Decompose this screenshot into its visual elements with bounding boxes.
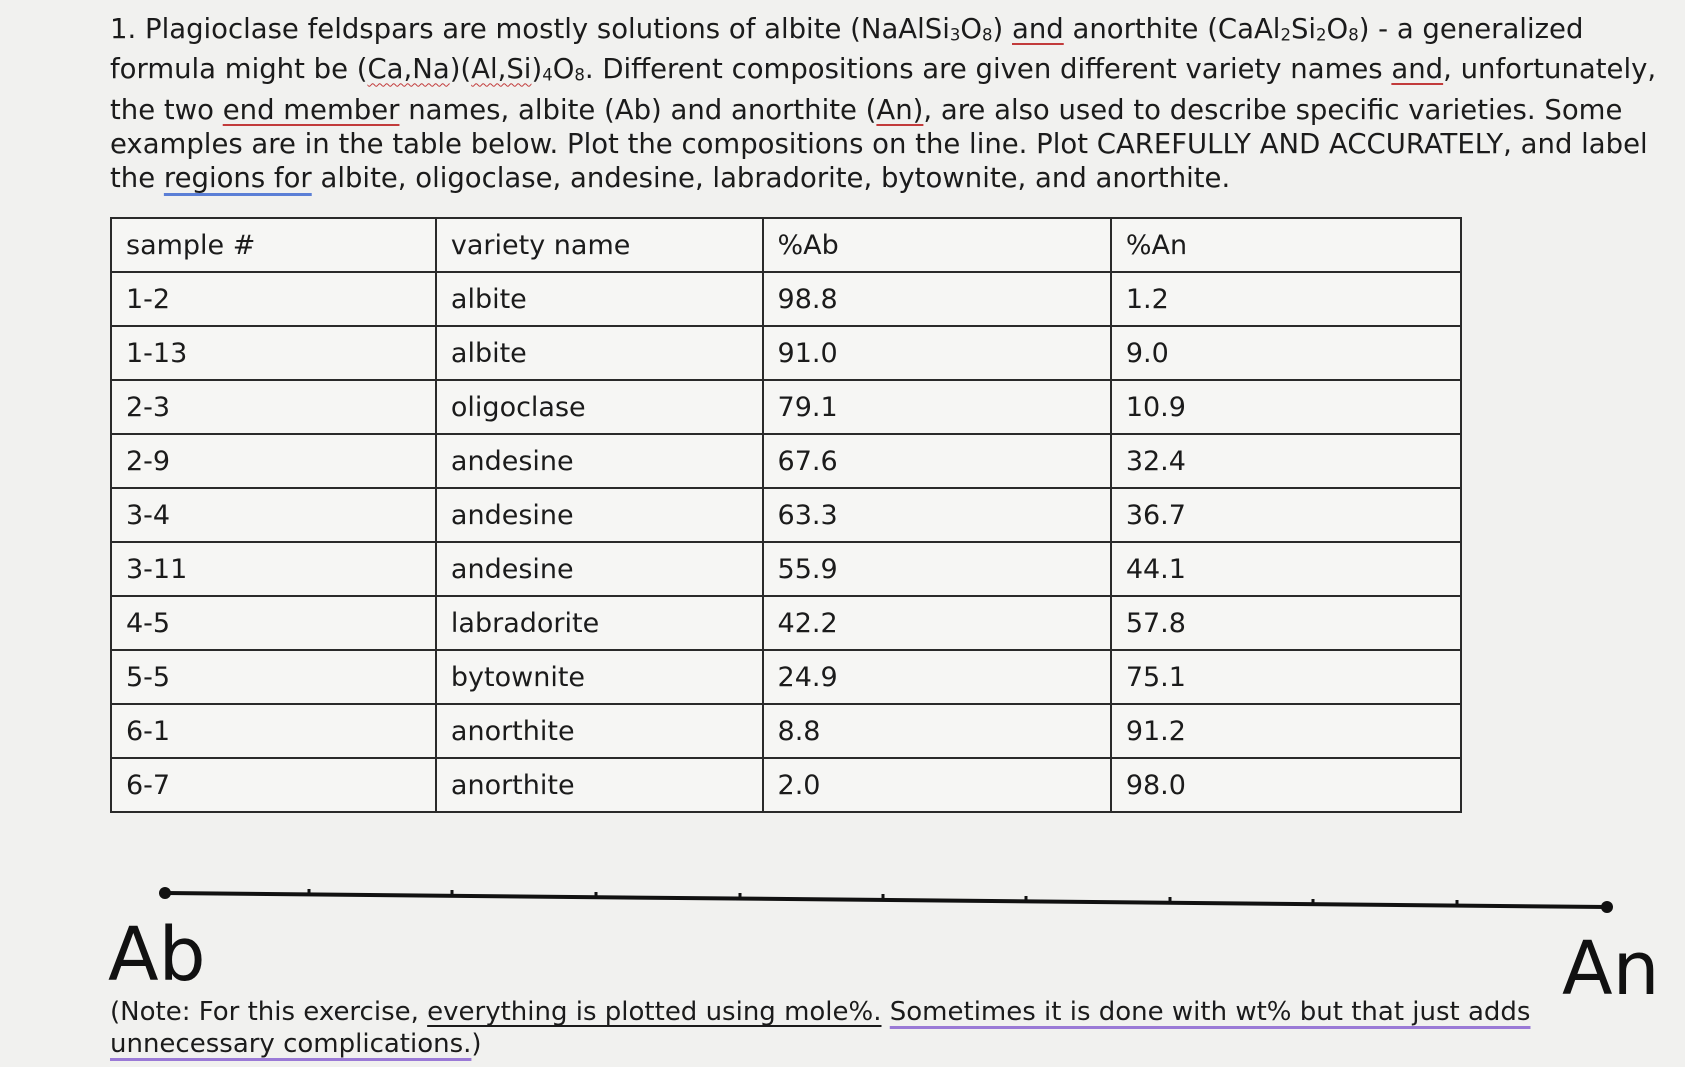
table-row	[111, 380, 1461, 434]
table-row	[111, 596, 1461, 650]
question-text: 1. Plagioclase feldspars are mostly solutions of albite $(NaAlSi_3O_8)$ and anorthite $(CaAl_2Si_2O_8)$ - a generalized formula might be $(Ca,Na)(Al,Si)_4O_8$. Different compositions are given different variety names and, unfortunately, the two end member names, albite (Ab) and anorthite (An), are also used to describe specific varieties. Some examples are in the table below. Plot the compositions on the line. Plot CAREFULLY AND ACCURATELY, and label the regions for albite, oligoclase, andesine, labradorite, bytownite, and anorthite.	[110, 13, 1657, 194]
cell-sample: 6-1	[111, 704, 436, 758]
spellcheck-and-1: and	[1012, 13, 1064, 45]
cell-an: 44.1	[1111, 542, 1461, 596]
cell-ab: 63.3	[763, 488, 1111, 542]
axis-label-an: An	[1562, 926, 1660, 1012]
header-sample: sample #	[111, 218, 436, 272]
cell-an: 91.2	[1111, 704, 1461, 758]
header-ab: %Ab	[763, 218, 1111, 272]
question-number: 1.	[110, 13, 137, 45]
cell-sample: 2-3	[111, 380, 436, 434]
cell-ab: 42.2	[763, 596, 1111, 650]
cell-ab: 98.8	[763, 272, 1111, 326]
cell-sample: 3-11	[111, 542, 436, 596]
axis-line	[165, 893, 1607, 907]
cell-variety: bytownite	[436, 650, 763, 704]
cell-sample: 3-4	[111, 488, 436, 542]
table-row	[111, 326, 1461, 380]
cell-an: 98.0	[1111, 758, 1461, 812]
cell-variety: andesine	[436, 542, 763, 596]
table-row	[111, 488, 1461, 542]
cell-an: 10.9	[1111, 380, 1461, 434]
note-clarity-suggestion: Sometimes it is done with wt% but that just adds unnecessary complications.	[110, 997, 1531, 1059]
cell-ab: 8.8	[763, 704, 1111, 758]
axis-endpoint-an	[1601, 901, 1613, 913]
note-text: (Note: For this exercise, everything is plotted using mole%. Sometimes it is done with wt% but that just adds unnecessary complications.)	[110, 997, 1531, 1059]
spellcheck-alsi: Al,Si	[471, 53, 532, 86]
cell-an: 75.1	[1111, 650, 1461, 704]
cell-ab: 79.1	[763, 380, 1111, 434]
axis-endpoint-ab	[159, 887, 171, 899]
cell-an: 57.8	[1111, 596, 1461, 650]
cell-variety: albite	[436, 326, 763, 380]
cell-variety: anorthite	[436, 704, 763, 758]
cell-variety: andesine	[436, 488, 763, 542]
cell-variety: andesine	[436, 434, 763, 488]
cell-ab: 55.9	[763, 542, 1111, 596]
cell-ab: 2.0	[763, 758, 1111, 812]
table-header-row	[111, 218, 1461, 272]
table-row	[111, 542, 1461, 596]
spellcheck-cana: Ca,Na	[367, 53, 450, 86]
cell-variety: oligoclase	[436, 380, 763, 434]
grammar-regions-for: regions for	[163, 161, 312, 194]
cell-an: 9.0	[1111, 326, 1461, 380]
table-row	[111, 272, 1461, 326]
cell-ab: 67.6	[763, 434, 1111, 488]
axis-label-ab: Ab	[108, 912, 206, 998]
cell-an: 36.7	[1111, 488, 1461, 542]
cell-sample: 1-2	[111, 272, 436, 326]
spellcheck-and-2: and	[1391, 53, 1444, 86]
header-an: %An	[1111, 218, 1461, 272]
cell-sample: 4-5	[111, 596, 436, 650]
table-row	[111, 650, 1461, 704]
cell-variety: anorthite	[436, 758, 763, 812]
cell-sample: 1-13	[111, 326, 436, 380]
note-emphasis: everything is plotted using mole%.	[427, 997, 882, 1027]
cell-variety: labradorite	[436, 596, 763, 650]
cell-ab: 91.0	[763, 326, 1111, 380]
cell-sample: 6-7	[111, 758, 436, 812]
cell-sample: 5-5	[111, 650, 436, 704]
composition-table	[110, 217, 1462, 813]
cell-variety: albite	[436, 272, 763, 326]
cell-an: 32.4	[1111, 434, 1461, 488]
cell-an: 1.2	[1111, 272, 1461, 326]
cell-sample: 2-9	[111, 434, 436, 488]
header-variety: variety name	[436, 218, 763, 272]
table-row	[111, 758, 1461, 812]
cell-ab: 24.9	[763, 650, 1111, 704]
spellcheck-end-member: end member	[222, 93, 400, 126]
table-row	[111, 434, 1461, 488]
spellcheck-an: An)	[876, 93, 924, 126]
table-row	[111, 704, 1461, 758]
